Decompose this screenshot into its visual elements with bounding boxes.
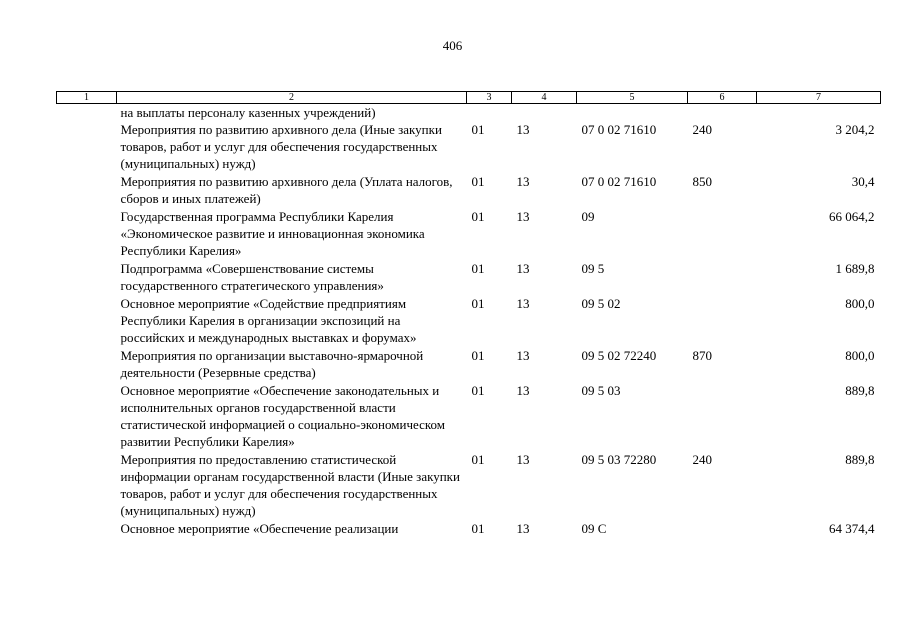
row-amount: 64 374,4 (829, 521, 875, 536)
row-name: Мероприятия по предоставлению статистической информации органам государственной власти (Иные закупки товаров, работ и услуг для обеспечения государственных (муниципальных) нужд) (120, 452, 460, 518)
page-number: 406 (442, 38, 463, 53)
row-amount: 1 689,8 (835, 261, 875, 276)
row-subsection: 13 (516, 452, 530, 467)
table-row (57, 451, 881, 520)
row-amount: 800,0 (845, 296, 875, 311)
row-subsection: 13 (516, 261, 530, 276)
table-row (57, 295, 881, 347)
row-section: 01 (471, 261, 485, 276)
table-row (57, 520, 881, 538)
row-target-article: 09 (581, 209, 595, 224)
row-amount: 889,8 (845, 452, 875, 467)
column-header-7: 7 (757, 92, 881, 104)
table-row (57, 121, 881, 173)
row-expense-type: 850 (692, 174, 712, 189)
row-expense-type: 240 (692, 122, 712, 137)
column-header-1: 1 (57, 92, 117, 104)
row-subsection: 13 (516, 521, 530, 536)
row-name: Подпрограмма «Совершенствование системы государственного стратегического управления» (120, 261, 384, 293)
row-name: Мероприятия по развитию архивного дела (Уплата налогов, сборов и иных платежей) (120, 174, 453, 206)
column-header-6: 6 (688, 92, 757, 104)
row-subsection: 13 (516, 296, 530, 311)
table-row (57, 347, 881, 382)
budget-table (56, 91, 881, 538)
column-header-2: 2 (117, 92, 467, 104)
row-section: 01 (471, 452, 485, 467)
table-row (57, 208, 881, 260)
continuation-text: на выплаты персоналу казенных учреждений) (120, 105, 376, 120)
column-header-4: 4 (512, 92, 577, 104)
row-expense-type (688, 520, 757, 538)
row-amount: 800,0 (845, 348, 875, 363)
header-row (57, 92, 881, 104)
row-name: Мероприятия по развитию архивного дела (Иные закупки товаров, работ и услуг для обеспечения государственных (муниципальных) нужд) (120, 122, 442, 171)
row-subsection: 13 (516, 122, 530, 137)
row-name: Основное мероприятие «Обеспечение законодательных и исполнительных органов государственной власти статистической информацией о социально-экономическом развитии Республики Карелия» (120, 383, 445, 449)
row-target-article: 07 0 02 71610 (581, 122, 657, 137)
row-expense-type (688, 382, 757, 451)
table-row (57, 260, 881, 295)
row-amount: 30,4 (851, 174, 875, 189)
table-row (57, 173, 881, 208)
row-section: 01 (471, 521, 485, 536)
column-header-5: 5 (577, 92, 688, 104)
row-subsection: 13 (516, 209, 530, 224)
row-amount: 3 204,2 (835, 122, 875, 137)
row-expense-type (688, 260, 757, 295)
row-subsection: 13 (516, 174, 530, 189)
row-expense-type: 870 (692, 348, 712, 363)
row-target-article: 09 5 03 72280 (581, 452, 657, 467)
row-target-article: 09 5 02 72240 (581, 348, 657, 363)
row-section: 01 (471, 383, 485, 398)
row-name: Мероприятия по организации выставочно-ярмарочной деятельности (Резервные средства) (120, 348, 424, 380)
column-header-3: 3 (467, 92, 512, 104)
continuation-row (57, 104, 881, 122)
row-name: Основное мероприятие «Обеспечение реализации (120, 521, 399, 536)
row-section: 01 (471, 209, 485, 224)
row-target-article: 07 0 02 71610 (581, 174, 657, 189)
row-subsection: 13 (516, 348, 530, 363)
row-expense-type: 240 (692, 452, 712, 467)
row-target-article: 09 5 (581, 261, 605, 276)
row-amount: 889,8 (845, 383, 875, 398)
row-target-article: 09 5 02 (581, 296, 621, 311)
row-section: 01 (471, 122, 485, 137)
row-name: Основное мероприятие «Содействие предприятиям Республики Карелия в организации экспозиций на российских и международных выставках и форумах» (120, 296, 417, 345)
row-section: 01 (471, 348, 485, 363)
row-subsection: 13 (516, 383, 530, 398)
row-target-article: 09 5 03 (581, 383, 621, 398)
row-expense-type (688, 208, 757, 260)
row-name: Государственная программа Республики Карелия «Экономическое развитие и инновационная экономика Республики Карелия» (120, 209, 425, 258)
row-amount: 66 064,2 (829, 209, 875, 224)
row-expense-type (688, 295, 757, 347)
table-row (57, 382, 881, 451)
row-section: 01 (471, 296, 485, 311)
row-section: 01 (471, 174, 485, 189)
row-target-article: 09 С (581, 521, 607, 536)
